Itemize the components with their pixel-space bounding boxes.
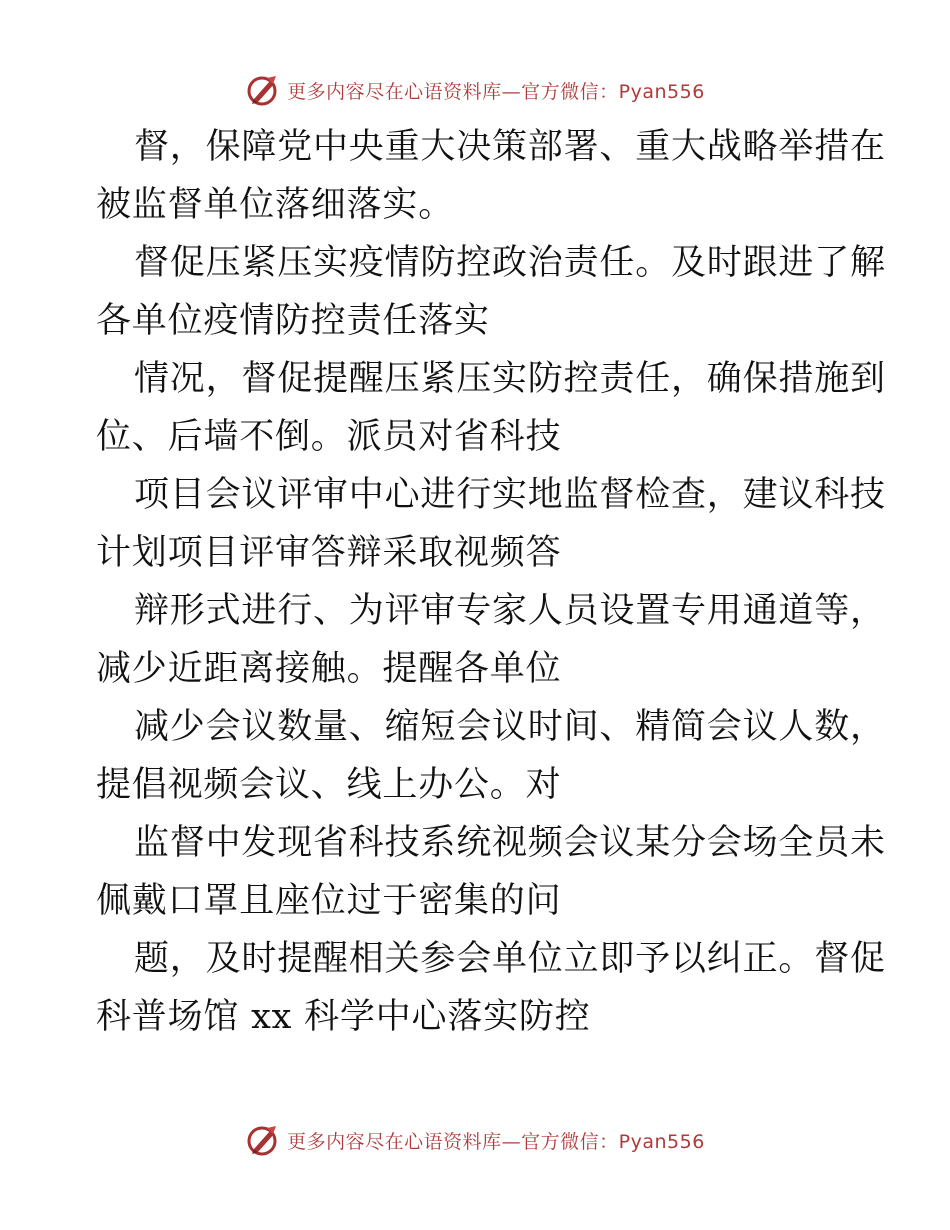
- paragraph-line: 位、后墙不倒。派员对省科技: [96, 417, 562, 457]
- pen-logo-icon: [245, 1122, 281, 1158]
- paragraph: [96, 698, 886, 814]
- paragraph-line: 督，保障党中央重大决策部署、重大战略举措在: [134, 127, 886, 167]
- paragraph: [96, 118, 886, 234]
- paragraph-line: 佩戴口罩且座位过于密集的问: [96, 881, 562, 921]
- footer-banner-handle: Pyan556: [618, 1130, 705, 1153]
- header-banner: [0, 70, 950, 110]
- paragraph: [96, 234, 886, 350]
- paragraph: [96, 466, 886, 582]
- paragraph-line: 题，及时提醒相关参会单位立即予以纠正。督促: [134, 939, 886, 979]
- header-banner-title: 更多内容尽在心语资料库—官方微信：: [287, 80, 619, 103]
- paragraph-line: 监督中发现省科技系统视频会议某分会场全员未: [134, 823, 886, 863]
- paragraph-line: 项目会议评审中心进行实地监督检查，建议科技: [134, 475, 886, 515]
- paragraph: [96, 350, 886, 466]
- paragraph-line: 各单位疫情防控责任落实: [96, 301, 490, 341]
- header-banner-handle: Pyan556: [618, 80, 705, 103]
- paragraph-line: 被监督单位落细落实。: [96, 185, 455, 225]
- header-banner-text: [287, 77, 705, 104]
- footer-banner-title: 更多内容尽在心语资料库—官方微信：: [287, 1130, 619, 1153]
- paragraph-line: 督促压紧压实疫情防控政治责任。及时跟进了解: [134, 243, 886, 283]
- document-body: [96, 118, 886, 1046]
- pen-logo-icon: [245, 72, 281, 108]
- paragraph-line: 辩形式进行、为评审专家人员设置专用通道等，: [134, 591, 886, 631]
- paragraph: [96, 814, 886, 930]
- paragraph-line: 减少会议数量、缩短会议时间、精简会议人数，: [134, 707, 886, 747]
- footer-banner: [0, 1120, 950, 1160]
- paragraph-line: 计划项目评审答辩采取视频答: [96, 533, 562, 573]
- paragraph-line: 减少近距离接触。提醒各单位: [96, 649, 562, 689]
- footer-banner-text: [287, 1127, 705, 1154]
- paragraph-line: 情况，督促提醒压紧压实防控责任，确保措施到: [134, 359, 886, 399]
- paragraph: [96, 930, 886, 1046]
- paragraph-line: 提倡视频会议、线上办公。对: [96, 765, 562, 805]
- paragraph: [96, 582, 886, 698]
- paragraph-line: 科普场馆 xx 科学中心落实防控: [96, 997, 591, 1037]
